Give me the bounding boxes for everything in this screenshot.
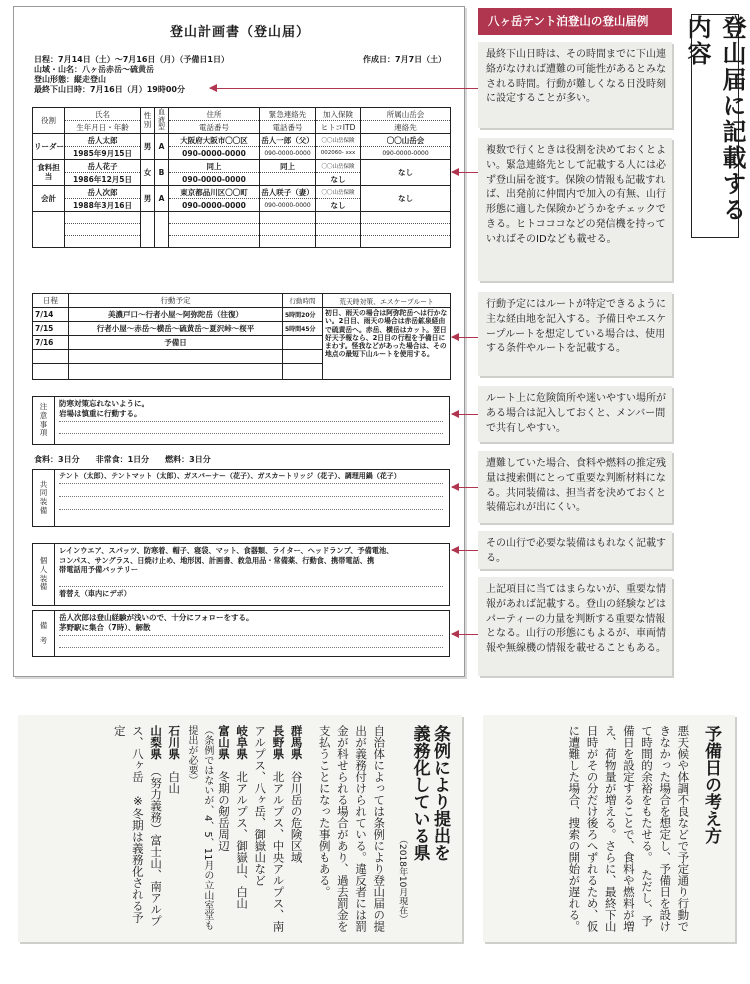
header-name: 氏名 [65, 108, 141, 121]
member-sex: 女 [141, 160, 155, 186]
member-phone: 090-0000-0000 [169, 199, 260, 212]
reserve-day-heading: 予備日の考え方 [701, 725, 721, 844]
member-address: 同上 [169, 160, 260, 173]
member-name: 岳人太郎 [65, 134, 141, 147]
form-title: 登山計画書（登山届） [169, 25, 310, 40]
regulation-list-item: 石川県 白山 [167, 725, 182, 794]
arrow-personal-gear [452, 550, 478, 551]
header-insurance-id: ヒトコITD [316, 121, 361, 134]
header-role: 役割 [33, 108, 65, 134]
food-fuel-line: 食料：3日分 非常食：1日分 燃料：3日分 [34, 455, 211, 464]
regulation-list-item: 長野県 北アルプス、中央アルプス、南アルプス、八ヶ岳、御嶽山など [253, 725, 286, 932]
header-club-contact: 連絡先 [361, 121, 451, 134]
arrow-shared-gear [452, 487, 478, 488]
member-insurance-id: なし [316, 199, 361, 212]
final-descent-time: 最終下山日時：7月16日（月）19時00分 [34, 85, 185, 94]
header-emergency: 緊急連絡先 [260, 108, 316, 121]
header-date: 日程 [33, 294, 69, 308]
personal-gear-box [32, 543, 450, 606]
header-plan: 行動予定 [69, 294, 283, 308]
member-club: なし [361, 160, 451, 186]
side-title: 登山届に記載する内容 [691, 14, 739, 238]
annotation-shared-gear: 遭難していた場合、食料や燃料の推定残量は捜索側にとって重要な判断材料になる。共同装備は、担当者を決めておくと装備忘れが出にくい。 [478, 451, 672, 523]
climbing-style: 登山形態：縦走登山 [34, 75, 106, 84]
mountain-plan-form [13, 6, 465, 677]
member-club: 〇〇山岳会 [361, 134, 451, 147]
reserve-day-body: 悪天候や体調不良などで予定通り行動できなかった場合を想定し、予備日を設けて時間的余裕をもたせる。 ただし、予備日を設定することで、食料や燃料が増え、荷物量が増える。さらに、最終下山日時がその分だけ後ろへずれるため、仮に遭難した場合、捜索の開始が遅れる。 [567, 725, 691, 932]
member-club-contact: 090-0000-0000 [361, 147, 451, 160]
header-sex: 性別 [141, 108, 155, 134]
annotation-final-descent: 最終下山日時は、その時間までに下山連絡がなければ遭難の可能性があるとみなされる時間。行動が難しくなる日没時刻に設定することが多い。 [478, 42, 672, 128]
regulation-list-item: 岐阜県 北アルプス、御嶽山、白山 [235, 725, 250, 909]
schedule-date: 7/14 [33, 308, 69, 322]
member-name: 岳人次郎 [65, 186, 141, 199]
schedule-time: 5時間45分 [283, 322, 323, 336]
personal-gear-label: 個 人 装 備 [33, 544, 55, 605]
header-phone: 電話番号 [169, 121, 260, 134]
schedule-notes: 初日、雨天の場合は阿弥陀岳へは行かない。2日目、雨天の場合は赤岳鉱泉経由で硫黄岳へ。赤岳、横岳はカット。翌日好天予報なら、2日目の行程を予備日にまわす。怪我などがあった場合は、その地点の最短下山ルートを使用する。 [323, 308, 451, 380]
remarks-line: 岳人次郎は登山経験が浅いので、十分にフォローをする。 [59, 613, 254, 622]
arrow-roles [452, 172, 478, 173]
schedule-dates: 日程：7月14日（土）～7月16日（月）（予備日1日） [34, 55, 229, 64]
annotation-personal-gear: その山行で必要な装備はもれなく記載する。 [478, 531, 672, 569]
regulation-list-item: （条例ではないが、4、5、11月の立山室堂も提出が必要） [186, 725, 213, 931]
member-emergency-phone: 090-0000-0000 [260, 147, 316, 160]
notice-line: 防寒対策忘れないように。 [59, 399, 149, 408]
mountain-name: 山域・山名：八ヶ岳赤岳～硫黄岳 [34, 65, 154, 74]
member-role: 会計 [33, 186, 65, 212]
shared-gear-text: テント（太郎）、テントマット（太郎）、ガスバーナー（花子）、ガスカートリッジ（花子）、調理用鍋（花子） [59, 472, 401, 480]
member-address: 大阪府大阪市〇〇区 [169, 134, 260, 147]
reserve-day-column [483, 715, 735, 942]
schedule-time [283, 336, 323, 350]
header-insurance: 加入保険 [316, 108, 361, 121]
schedule-date: 7/15 [33, 322, 69, 336]
schedule-table [32, 293, 451, 380]
schedule-plan: 行者小屋～赤岳～横岳～硫黄岳～夏沢峠～桜平 [69, 322, 283, 336]
schedule-plan: 美濃戸口～行者小屋～阿弥陀岳（往復） [69, 308, 283, 322]
regulation-date-note: （2018年10月現在） [397, 835, 408, 924]
header-time: 行動時間 [283, 294, 323, 308]
annotation-remarks: 上記項目に当てはまらないが、重要な情報があれば記載する。登山の経験などはパーティーの力量を判断する重要な情報となる。山行の形態にもよるが、車両情報や無線機の情報を載せることもある。 [478, 577, 672, 676]
schedule-plan: 予備日 [69, 336, 283, 350]
member-blood: A [155, 134, 169, 160]
remarks-line: 茅野駅に集合（7時）、解散 [59, 622, 151, 632]
member-role: 食料担当 [33, 160, 65, 186]
arrow-descent [210, 88, 478, 89]
member-blood: B [155, 160, 169, 186]
member-insurance: 〇〇山岳保険 [316, 160, 361, 173]
personal-gear-line: レインウエア、スパッツ、防寒着、帽子、寝袋、マット、食器類、ライター、ヘッドランプ、予備電池、 [59, 546, 394, 555]
member-sex: 男 [141, 186, 155, 212]
member-insurance-id: なし [316, 173, 361, 186]
arrow-remarks [452, 634, 478, 635]
member-blood: A [155, 186, 169, 212]
regulation-list-item: 山梨県 （努力義務）富士山、南アルプス、八ヶ岳 ※冬期は義務化される予定 [112, 725, 164, 927]
member-role: リーダー [33, 134, 65, 160]
member-emergency-phone [260, 173, 316, 186]
header-notes: 荒天時対策、エスケープルート [323, 294, 451, 308]
annotation-schedule: 行動予定にはルートが特定できるように主な経由地を記入する。予備日やエスケープルートを想定している場合は、使用する条件やルートを記載する。 [478, 292, 672, 376]
member-phone: 090-0000-0000 [169, 173, 260, 186]
member-birth: 1986年12月5日 [65, 173, 141, 186]
member-birth: 1985年9月15日 [65, 147, 141, 160]
schedule-time: 5時間20分 [283, 308, 323, 322]
header-club: 所属山岳会 [361, 108, 451, 121]
member-insurance: 〇〇山岳保険 [316, 186, 361, 199]
notice-label: 注 意 事 項 [33, 397, 55, 444]
regulation-heading: 義務化している県 [409, 725, 430, 861]
created-date: 作成日：7月7日（土） [363, 55, 447, 64]
member-table [32, 107, 451, 248]
member-emergency-phone: 090-0000-0000 [260, 199, 316, 212]
personal-gear-line: 帯電話用予備バッテリー [59, 565, 139, 575]
member-name: 岳人花子 [65, 160, 141, 173]
header-birth: 生年月日・年齢 [65, 121, 141, 134]
shared-gear-box [32, 469, 450, 527]
personal-gear-line: 着替え（車内にデポ） [59, 589, 131, 599]
header-emergency-phone: 電話番号 [260, 121, 316, 134]
member-emergency: 岳人一郎（父） [261, 135, 314, 145]
regulation-column [18, 715, 462, 942]
arrow-notice [452, 414, 478, 415]
notice-line: 岩場は慎重に行動する。 [59, 408, 142, 418]
member-address: 東京都品川区〇〇町 [169, 186, 260, 199]
annotation-title: 八ヶ岳テント泊登山の登山届例 [478, 8, 672, 35]
annotation-roles: 複数で行くときは役割を決めておくとよい。緊急連絡先として記載する人には必ず登山届を渡す。保険の情報も記載すれば、出発前に仲間内で加入の有無、山行形態に適した保険かどうかをチェックできる。ヒトコココなどの発信機を持っていればそのIDなども載せる。 [478, 138, 672, 281]
header-address: 住所 [169, 108, 260, 121]
member-phone: 090-0000-0000 [169, 147, 260, 160]
member-insurance-id: 002060- xxx [316, 147, 361, 160]
member-birth: 1988年3月16日 [65, 199, 141, 212]
member-emergency: 同上 [260, 160, 316, 173]
member-club: なし [361, 186, 451, 212]
member-insurance: 〇〇山岳保険 [316, 134, 361, 147]
member-sex: 男 [141, 134, 155, 160]
arrow-schedule [452, 337, 478, 338]
header-blood: 血液型 [155, 108, 169, 134]
remarks-box [32, 610, 450, 657]
regulation-body: 自治体によっては条例により登山届の提出が義務付けられている。違反者には罰金が科せられる場合があり、過去罰金を支払うことになった事例もある。 [317, 725, 387, 932]
annotation-notice: ルート上に危険箇所や迷いやすい場所がある場合は記入しておくと、メンバー間で共有しやすい。 [478, 386, 672, 442]
regulation-heading: 条例により提出を [430, 725, 450, 861]
personal-gear-line: コンパス、サングラス、日焼け止め、地形図、計画書、救急用品・常備薬、行動食、携帯電話、携 [59, 555, 375, 565]
remarks-label: 備 考 [33, 611, 55, 656]
schedule-date: 7/16 [33, 336, 69, 350]
shared-gear-label: 共 同 装 備 [33, 470, 55, 526]
regulation-list-item: 富山県 冬期の剱岳周辺 [216, 725, 231, 852]
regulation-list-item: 群馬県 谷川岳の危険区域 [289, 725, 304, 863]
notice-box [32, 396, 450, 445]
member-emergency: 岳人咲子（妻） [261, 187, 314, 197]
